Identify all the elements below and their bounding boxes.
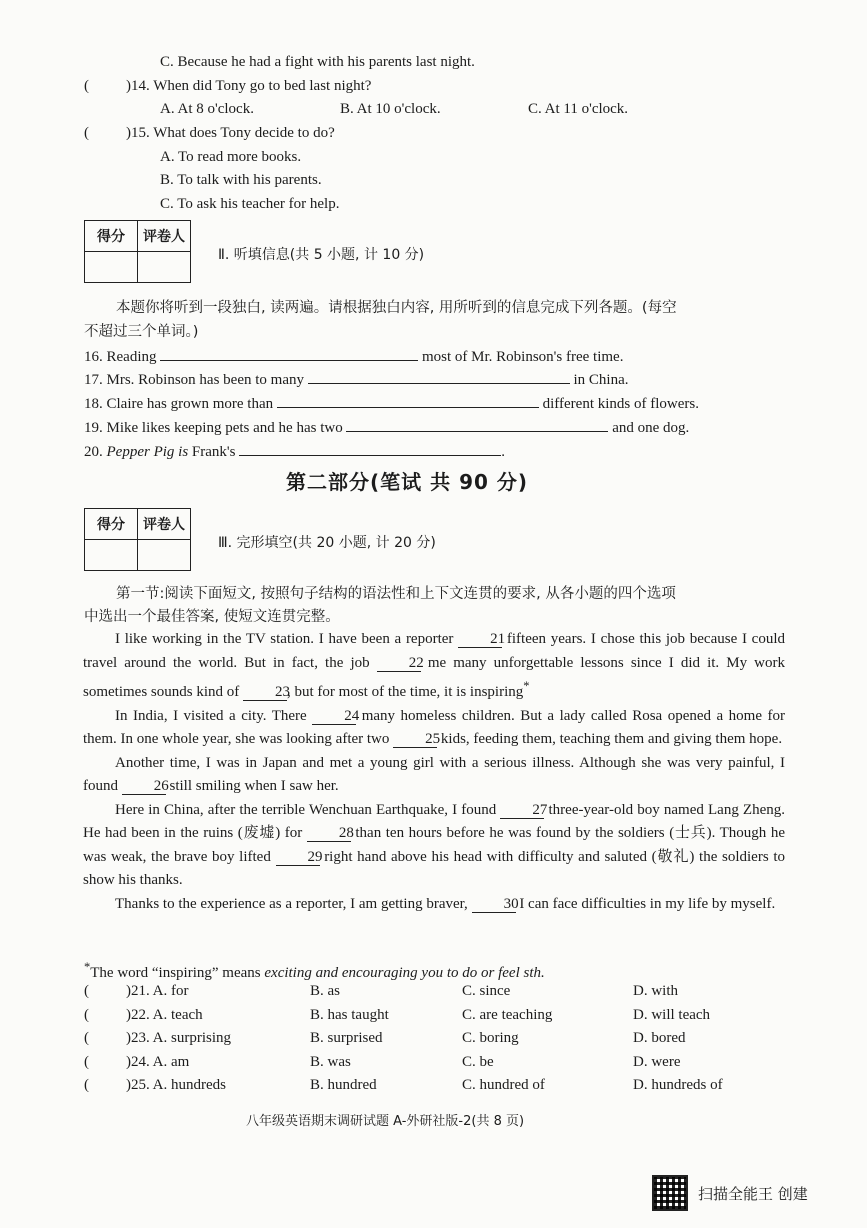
text: me many unforgettable lessons since I did it. My work sometimes sounds kind of	[83, 654, 786, 700]
score-label: 得分	[85, 221, 138, 252]
text: than ten hours before he was found by the soldiers (士兵). Though he was weak, the brave boy lifted	[83, 825, 786, 865]
option-a: )25. A. hundreds	[126, 1077, 226, 1093]
blank-30[interactable]: 30	[472, 896, 516, 913]
option-a: )21. A. for	[126, 983, 189, 999]
score-cell[interactable]	[85, 252, 138, 283]
footnote-mark: *	[84, 960, 91, 974]
q20-number: 20.	[84, 444, 103, 460]
text: Another time, I was in Japan and met a young girl with a serious illness. Although she was very painful, I found	[83, 754, 785, 794]
text: In India, I visited a city. There	[115, 707, 307, 724]
section-3-instruction: 第一节:阅读下面短文, 按照句子结构的语法性和上下文连贯的要求, 从各小题的四个选项	[116, 586, 676, 602]
page-footer: 八年级英语期末调研试题 A-外研社版-2(共 8 页)	[246, 1114, 525, 1129]
q20-text: Frank's	[191, 444, 236, 460]
cloze-paragraph-2	[83, 705, 785, 752]
option-b: B. has taught	[310, 1006, 389, 1023]
answer-paren[interactable]: (	[84, 1006, 89, 1023]
footnote	[84, 960, 545, 982]
answer-paren[interactable]: (	[84, 1077, 89, 1093]
q14-option-a: A. At 8 o'clock.	[160, 101, 254, 117]
option-a: )24. A. am	[126, 1053, 190, 1070]
q15-option-b: B. To talk with his parents.	[160, 172, 322, 188]
option-d: D. will teach	[633, 1006, 711, 1023]
option-d: D. hundreds of	[633, 1077, 723, 1093]
q15-option-a: A. To read more books.	[160, 149, 302, 165]
option-a: )22. A. teach	[126, 1006, 203, 1023]
q13-option-c: C. Because he had a fight with his parents last night.	[160, 54, 475, 70]
footnote-italic: exciting and encouraging you to do or feel sth.	[264, 965, 545, 981]
text: three-year-old boy named Lang Zheng. He had been in the ruins (废墟) for	[83, 801, 786, 841]
blank-28[interactable]: 28	[307, 825, 351, 842]
scanner-watermark: 扫描全能王 创建	[698, 1185, 808, 1203]
blank-22[interactable]: 22	[377, 655, 421, 672]
q16-answer-blank[interactable]	[160, 342, 418, 361]
option-c: C. be	[462, 1053, 494, 1070]
qr-code-icon	[652, 1175, 688, 1211]
answer-paren[interactable]: (	[84, 983, 89, 999]
blank-24[interactable]: 24	[312, 708, 356, 725]
q18-text: 18. Claire has grown more than	[84, 396, 274, 412]
q20-period: .	[501, 444, 505, 460]
q18-answer-blank[interactable]	[277, 389, 539, 408]
text: fifteen years. I chose this job because I could travel around the world. But in fact, the job	[83, 631, 786, 671]
option-b: B. was	[310, 1053, 351, 1070]
option-d: D. bored	[633, 1030, 686, 1046]
section-3-instruction-cont: 中选出一个最佳答案, 使短文连贯完整。	[84, 609, 340, 625]
option-a: )23. A. surprising	[126, 1030, 231, 1046]
blank-29[interactable]: 29	[276, 849, 320, 866]
option-c: C. hundred of	[462, 1077, 545, 1093]
grader-label: 评卷人	[138, 509, 191, 540]
q20-title-italic: Pepper Pig is	[106, 444, 189, 460]
option-c: C. boring	[462, 1030, 519, 1046]
question-18	[84, 389, 699, 413]
score-cell[interactable]	[85, 540, 138, 571]
score-label: 得分	[85, 509, 138, 540]
section-2-title: Ⅱ. 听填信息(共 5 小题, 计 10 分)	[218, 247, 425, 263]
grader-cell[interactable]	[138, 540, 191, 571]
footnote-text: The word “inspiring” means	[90, 965, 261, 981]
question-text: )15. What does Tony decide to do?	[126, 125, 335, 141]
text: Here in China, after the terrible Wenchuan Earthquake, I found	[115, 801, 497, 818]
grader-label: 评卷人	[138, 221, 191, 252]
option-b: B. as	[310, 983, 340, 999]
question-17	[84, 365, 628, 389]
grader-cell[interactable]	[138, 252, 191, 283]
question-16	[84, 342, 623, 366]
text: Thanks to the experience as a reporter, I am getting braver,	[115, 895, 468, 912]
answer-paren[interactable]: (	[84, 1030, 89, 1046]
grader-box	[84, 220, 191, 283]
text: kids, feeding them, teaching them and giving them hope.	[440, 731, 783, 747]
option-b: B. hundred	[310, 1077, 377, 1093]
question-19	[84, 413, 689, 437]
cloze-paragraph-3	[83, 752, 785, 799]
cloze-passage	[83, 628, 785, 916]
grader-box-2	[84, 508, 191, 571]
q16-text-after: most of Mr. Robinson's free time.	[422, 349, 624, 365]
q15-option-c: C. To ask his teacher for help.	[160, 196, 340, 212]
option-d: D. with	[633, 983, 678, 999]
blank-27[interactable]: 27	[500, 802, 544, 819]
section-3-title: Ⅲ. 完形填空(共 20 小题, 计 20 分)	[218, 535, 436, 551]
blank-23[interactable]: 23	[243, 684, 287, 701]
option-d: D. were	[633, 1053, 681, 1070]
question-text: )14. When did Tony go to bed last night?	[126, 78, 372, 94]
blank-21[interactable]: 21	[458, 631, 502, 648]
text: many homeless children. But a lady called Rosa opened a home for them. In one whole year, she was looking after two	[83, 707, 785, 747]
part-2-title: 第二部分(笔试 共 90 分)	[286, 470, 529, 494]
cloze-paragraph-5	[83, 893, 785, 917]
answer-paren: (	[84, 78, 89, 94]
option-b: B. surprised	[310, 1030, 383, 1046]
q19-answer-blank[interactable]	[346, 413, 608, 432]
option-c: C. are teaching	[462, 1006, 553, 1023]
q20-answer-blank[interactable]	[239, 437, 501, 456]
q19-text: 19. Mike likes keeping pets and he has two	[84, 420, 343, 436]
text: right hand above his head with difficulty and saluted (敬礼) the soldiers to show his thanks.	[83, 848, 786, 888]
blank-25[interactable]: 25	[393, 731, 437, 748]
q14-option-b: B. At 10 o'clock.	[340, 101, 441, 117]
q17-text-after: in China.	[573, 372, 629, 388]
q14-option-c: C. At 11 o'clock.	[528, 101, 629, 117]
cloze-paragraph-1	[83, 628, 785, 705]
section-2-instruction: 本题你将听到一段独白, 读两遍。请根据独白内容, 用所听到的信息完成下列各题。(每空	[116, 300, 677, 316]
text: still smiling when I saw her.	[169, 778, 339, 794]
q17-text: 17. Mrs. Robinson has been to many	[84, 372, 304, 388]
footnote-mark: *	[523, 679, 530, 693]
cloze-paragraph-4	[83, 799, 785, 893]
option-c: C. since	[462, 983, 511, 999]
q16-text: 16. Reading	[84, 349, 157, 365]
question-20	[84, 437, 505, 461]
blank-26[interactable]: 26	[122, 778, 166, 795]
text: I can face difficulties in my life by myself.	[519, 895, 776, 912]
question-14	[84, 78, 371, 95]
q18-text-after: different kinds of flowers.	[542, 396, 699, 412]
text: , but for most of the time, it is inspiring	[287, 684, 524, 700]
q17-answer-blank[interactable]	[308, 365, 570, 384]
answer-paren: (	[84, 125, 89, 141]
q19-text-after: and one dog.	[612, 420, 690, 436]
section-2-instruction-cont: 不超过三个单词。)	[84, 324, 199, 340]
answer-paren[interactable]: (	[84, 1053, 89, 1070]
question-15	[84, 125, 335, 142]
text: I like working in the TV station. I have been a reporter	[115, 631, 454, 647]
